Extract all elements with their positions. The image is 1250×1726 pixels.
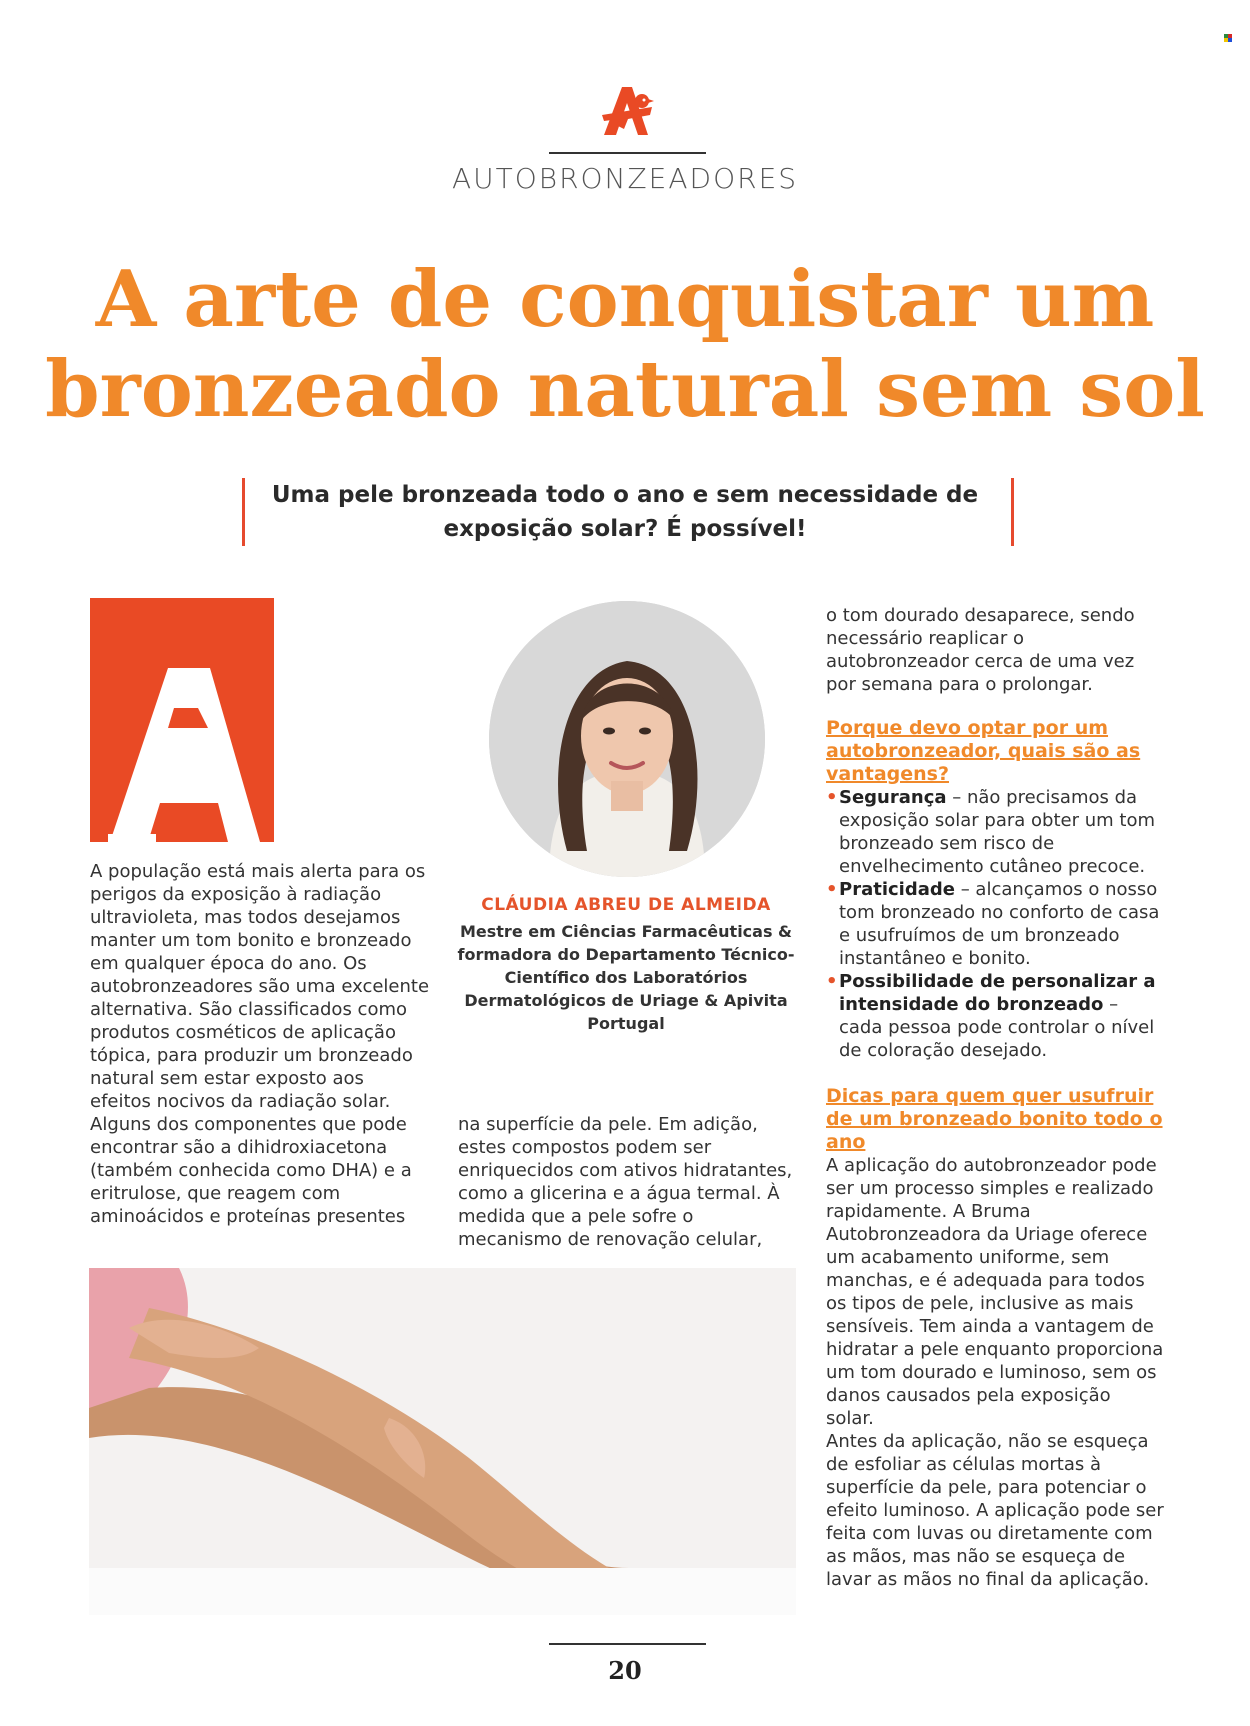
middle-column-text [458,1113,803,1251]
author-name: CLÁUDIA ABREU DE ALMEIDA [481,895,771,915]
dropcap-block [90,598,274,842]
bullet-term: Praticidade [839,879,955,900]
list-item [826,878,1164,970]
bullet-text: – alcançamos o nosso tom bronzeado no conforto de casa e usufruímos de um bronzeado instantâneo e bonito. [839,879,1160,969]
subtitle-left-bar [242,478,245,546]
advantages-heading: Porque devo optar por um autobronzeador, quais são as vantagens? [826,717,1141,785]
list-item [826,970,1164,1062]
tips-heading: Dicas para quem quer usufruir de um bronzeado bonito todo o ano [826,1085,1163,1153]
bullet-term: Possibilidade de personalizar a intensidade do bronzeado [839,971,1156,1015]
right-intro: o tom dourado desaparece, sendo necessário reaplicar o autobronzeador cerca de uma vez por semana para o prolongar. [826,605,1135,695]
middle-column-paragraph: na superfície da pele. Em adição, estes compostos podem ser enriquecidos com ativos hidratantes, como a glicerina e a água termal. À medida que a pele sofre o mecanismo de renovação celular, [458,1114,793,1250]
tips-paragraph-1: A aplicação do autobronzeador pode ser um processo simples e realizado rapidamente. A Bruma Autobronzeadora da Uriage oferece um acabamento uniforme, sem manchas, e é adequada para todos os tipos de pele, inclusive as mais sensíveis. Tem ainda a vantagem de hidratar a pele enquanto proporciona um tom dourado e luminoso, sem os danos causados pela exposição solar. [826,1155,1164,1429]
legs-photo [89,1268,796,1615]
left-column-text [90,860,430,1228]
corner-color-mark [1224,34,1232,42]
author-portrait [489,601,765,877]
section-label: AUTOBRONZEADORES [451,162,799,195]
portrait-illustration [489,601,765,877]
bullet-text: – não precisamos da exposição solar para obter um tom bronzeado sem risco de envelhecimento cutâneo precoce. [839,787,1156,877]
advantages-list [826,786,1164,1062]
bullet-term: Segurança [839,787,947,808]
list-item [826,786,1164,878]
bullet-text: – cada pessoa pode controlar o nível de coloração desejado. [839,994,1155,1061]
auchan-bird-logo-icon [598,85,654,139]
right-column [826,604,1164,1591]
legs-illustration [89,1268,796,1615]
dropcap-letter-graphic [90,598,274,842]
page-number: 20 [608,1656,642,1685]
footer-rule [549,1643,706,1645]
headline-line-1: A arte de conquistar um [95,254,1155,345]
header-rule [549,152,706,154]
tips-paragraph-2: Antes da aplicação, não se esqueça de esfoliar as células mortas à superfície da pele, para potenciar o efeito luminoso. A aplicação pode ser feita com luvas ou diretamente com as mãos, mas não se esqueça de lavar as mãos no final da aplicação. [826,1431,1164,1590]
left-column-paragraph: A população está mais alerta para os perigos da exposição à radiação ultravioleta, mas todos desejamos manter um tom bonito e bronzeado em qualquer época do ano. Os autobronzeadores são uma excelente alternativa. São classificados como produtos cosméticos de aplicação tópica, para produzir um bronzeado natural sem estar exposto aos efeitos nocivos da radiação solar. Alguns dos componentes que pode encontrar são a dihidroxiacetona (também conhecida como DHA) e a eritrulose, que reagem com aminoácidos e proteínas presentes [90,861,430,1227]
author-role: Mestre em Ciências Farmacêuticas & formadora do Departamento Técnico-Científico dos Laboratórios Dermatológicos de Uriage & Apivita Portugal [457,922,795,1033]
subtitle-right-bar [1011,478,1014,546]
headline-line-2: bronzeado natural sem sol [45,344,1205,435]
subtitle: Uma pele bronzeada todo o ano e sem necessidade de exposição solar? É possível! [271,482,979,542]
